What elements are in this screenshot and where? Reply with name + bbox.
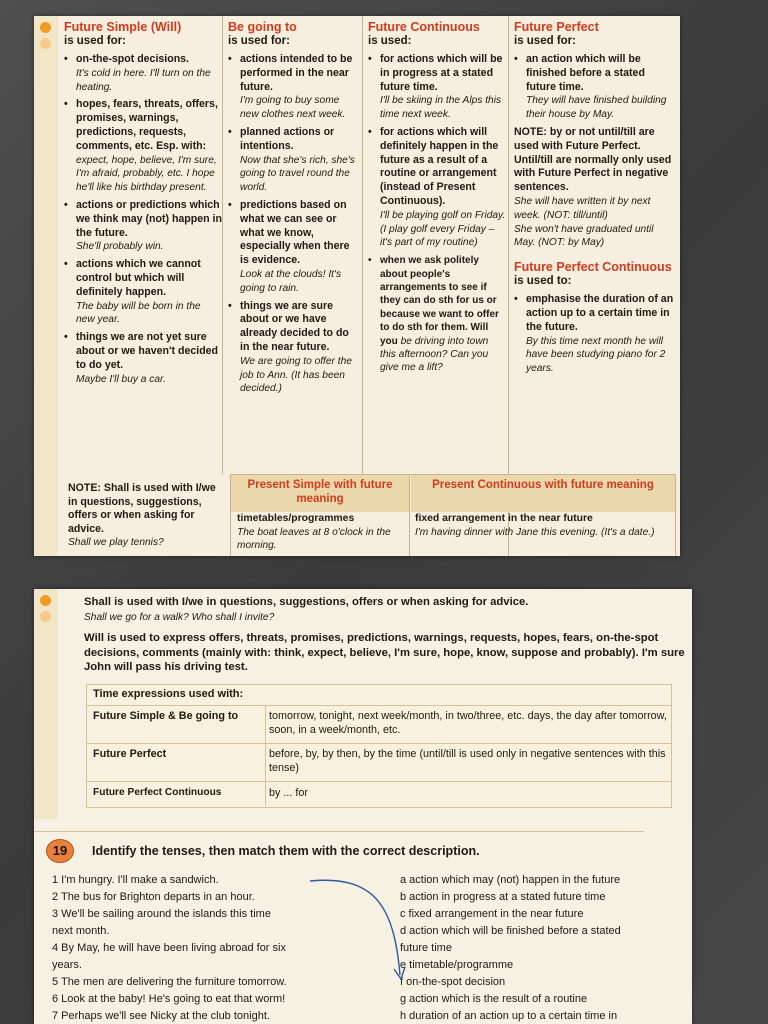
usage-item: • emphasise the duration of an action up to a certain time in the future. By this time next month he will have been studying piano for 2 years.	[514, 293, 674, 375]
list-item: g action which is the result of a routine	[400, 993, 588, 1005]
list-item: 4 By May, he will have been living abroad for six	[52, 942, 286, 954]
tab-dot	[40, 611, 51, 622]
present-continuous-cell: fixed arrangement in the near future I'm having dinner with Jane this evening. (It's a date.)	[415, 513, 655, 538]
usage-item: • predictions based on what we can see or what we know, especially when there is evidence. Look at the clouds! It's going to rain.	[228, 198, 350, 294]
present-simple-heading: Present Simple with future meaning	[231, 475, 409, 512]
usage-item: • hopes, fears, threats, offers, promises, warnings, predictions, requests, comments, etc. Esp. with: expect, hope, believe, I'm sure, I'm afraid, probably, etc. I hope he'll like his birthday present.	[64, 98, 218, 194]
present-simple-cell: timetables/programmes The boat leaves at 8 o'clock in the morning.	[237, 513, 391, 551]
present-continuous-heading: Present Continuous with future meaning	[411, 475, 675, 512]
future-simple-column	[64, 20, 250, 390]
list-item: next month.	[52, 925, 110, 937]
usage-item: • actions or predictions which we think may (not) happen in the future. She'll probably win.	[64, 198, 222, 253]
grammar-page-bottom	[34, 589, 692, 1024]
column-heading: Be going to	[228, 20, 297, 34]
future-continuous-column	[368, 20, 506, 379]
present-future-meaning-table	[230, 474, 676, 556]
shall-note: NOTE: Shall is used with I/we in questions, suggestions, offers or when asking for advice. Shall we play tennis?	[68, 482, 216, 548]
usage-item: • for actions which will definitely happen in the future as a result of a routine or arrangement (instead of Present Continuous). I'll be playing golf on Friday. (I play golf every Friday – it's part of my routine)	[368, 125, 506, 249]
list-item: 6 Look at the baby! He's going to eat that worm!	[52, 993, 286, 1005]
description-list	[400, 872, 688, 1024]
list-item: years.	[52, 959, 82, 971]
list-item: 3 We'll be sailing around the islands this time	[52, 908, 271, 920]
table-title: Time expressions used with:	[93, 688, 244, 700]
list-item: d action which will be finished before a stated	[400, 925, 621, 937]
usage-item: • on-the-spot decisions. It's cold in here. I'll turn on the heating.	[64, 53, 211, 93]
will-rule: Will is used to express offers, threats, promises, predictions, warnings, requests, hopes, fears, on-the-spot decisions, comments (mainly with: think, expect, believe, I'm sure, hope, know, suppose and probably). I'm sure John will pass his driving test.	[84, 632, 685, 673]
list-item: b action in progress at a stated future time	[400, 891, 606, 903]
usage-item: • things we are not yet sure about or we haven't decided to do yet. Maybe I'll buy a car.	[64, 331, 219, 385]
usage-item: • actions which we cannot control but which will definitely happen. The baby will be born in the new year.	[64, 258, 201, 326]
column-heading: Future Perfect Continuous	[514, 260, 672, 275]
usage-item: • for actions which will be in progress at a stated future time. I'll be skiing in the Alps this time next week.	[368, 53, 503, 121]
column-subheading: is used:	[368, 35, 412, 47]
column-heading: Future Simple (Will)	[64, 20, 182, 34]
list-item: e timetable/programme	[400, 959, 514, 971]
tab-dot	[40, 22, 51, 33]
time-expressions-table	[86, 684, 672, 808]
column-subheading: is used to:	[514, 275, 572, 288]
list-item: h duration of an action up to a certain time in	[400, 1010, 618, 1022]
tab-dot	[40, 38, 51, 49]
column-subheading: is used for:	[514, 35, 576, 47]
grammar-page-top	[34, 16, 680, 556]
column-subheading: is used for:	[228, 35, 290, 47]
future-perfect-column	[514, 20, 676, 380]
list-item: c fixed arrangement in the near future	[400, 908, 584, 920]
usage-item: • actions intended to be performed in the near future. I'm going to buy some new clothes next week.	[228, 53, 353, 121]
match-arrow-icon	[304, 875, 414, 985]
shall-rule: Shall is used with I/we in questions, suggestions, offers or when asking for advice. Shall we go for a walk? Who shall I invite?	[84, 596, 529, 623]
list-item: future time	[400, 942, 452, 954]
list-item: a action which may (not) happen in the future	[400, 874, 621, 886]
list-item: 7 Perhaps we'll see Nicky at the club tonight.	[52, 1010, 270, 1022]
usage-item: • planned actions or intentions. Now that she's rich, she's going to travel round the world.	[228, 125, 355, 194]
table-row: Future Simple & Be going to tomorrow, tonight, next week/month, in two/three, etc. days, the day after tomorrow, soon, in a week/month, etc.	[87, 705, 671, 744]
list-item: 2 The bus for Brighton departs in an hour.	[52, 891, 255, 903]
column-subheading: is used for:	[64, 35, 126, 47]
tab-dot	[40, 595, 51, 606]
table-row: Future Perfect Continuous by ... for	[87, 781, 671, 806]
be-going-to-column	[228, 20, 358, 400]
usage-item: • when we ask politely about people's arrangements to see if they can do sth for us or because we want to offer to do sth for them. Will you be driving into town this afternoon? Can you give me a lift?	[368, 255, 499, 374]
page-tab-strip	[34, 16, 58, 556]
column-heading: Future Perfect	[514, 20, 599, 34]
exercise-number-badge: 19	[46, 839, 74, 863]
table-row: Future Perfect before, by, by then, by the time (until/till is used only in negative sentences with this tense)	[87, 743, 671, 782]
future-perfect-note: NOTE: by or not until/till are used with Future Perfect. Until/till are normally only used with Future Perfect in negative sentences. She will have written it by next week. (NOT: till/until) She won't have graduated until May. (NOT: by May)	[514, 125, 672, 249]
list-item: 5 The men are delivering the furniture tomorrow.	[52, 976, 287, 988]
list-item: f on-the-spot decision	[400, 976, 506, 988]
exercise-instruction: Identify the tenses, then match them with the correct description.	[92, 844, 480, 858]
usage-item: • things we are sure about or we have already decided to do in the near future. We are going to offer the job to Ann. (It has been decided.)	[228, 299, 352, 395]
list-item: 1 I'm hungry. I'll make a sandwich.	[52, 874, 219, 886]
page-tab-strip	[34, 589, 58, 819]
usage-item: • an action which will be finished before a stated future time. They will have finished building their house by May.	[514, 53, 667, 121]
column-heading: Future Continuous	[368, 20, 480, 34]
